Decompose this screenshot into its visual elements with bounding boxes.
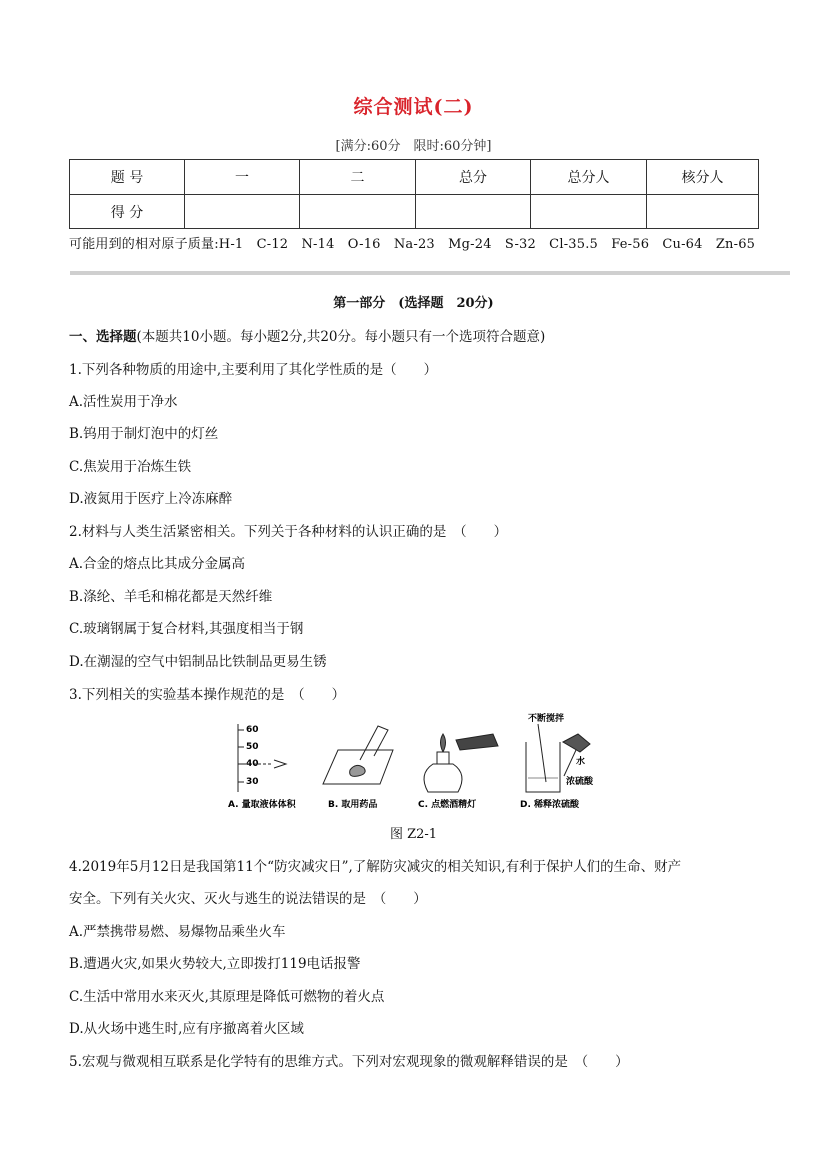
question-stem: 2.材料与人类生活紧密相关。下列关于各种材料的认识正确的是 （ ）: [69, 524, 508, 540]
scale-tick: 30: [246, 777, 259, 787]
figure-label-b: B. 取用药品: [328, 800, 378, 810]
alcohol-lamp-icon: [424, 734, 498, 792]
figure-label-a: A. 量取液体体积: [228, 800, 296, 810]
option: C.生活中常用水来灭火,其原理是降低可燃物的着火点: [69, 989, 385, 1005]
atomic-masses: 可能用到的相对原子质量:H-1 C-12 N-14 O-16 Na-23 Mg-24 S-32 Cl-35.5 Fe-56 Cu-64 Zn-65: [69, 237, 756, 252]
experiment-figure: [228, 712, 608, 812]
figure-label-c: C. 点燃酒精灯: [418, 800, 477, 810]
option: D.在潮湿的空气中铝制品比铁制品更易生锈: [69, 654, 327, 670]
table-cell: 一: [185, 160, 300, 195]
exam-info: [满分:60分 限时:60分钟]: [335, 139, 492, 154]
annotation-acid: 浓硫酸: [566, 777, 594, 787]
score-table-score-row: [70, 195, 759, 229]
question-stem-cont: 安全。下列有关火灾、灭火与逃生的说法错误的是 （ ）: [69, 891, 427, 907]
section-heading: [69, 325, 545, 345]
scale-tick: 60: [246, 725, 259, 735]
option: C.玻璃钢属于复合材料,其强度相当于钢: [69, 621, 304, 637]
question-stem: 1.下列各种物质的用途中,主要利用了其化学性质的是（ ）: [69, 362, 438, 378]
option: B.涤纶、羊毛和棉花都是天然纤维: [69, 589, 273, 605]
score-table: [69, 159, 759, 229]
page-title: 综合测试(二): [353, 96, 474, 118]
option: A.合金的熔点比其成分金属高: [69, 556, 246, 572]
score-input-cell[interactable]: [531, 195, 647, 229]
table-cell: 总分人: [531, 160, 647, 195]
table-cell: 得 分: [70, 195, 185, 229]
figure-label-d: D. 稀释浓硫酸: [520, 800, 580, 810]
table-cell: 总分: [416, 160, 531, 195]
scale-tick: 50: [246, 742, 259, 752]
score-input-cell[interactable]: [647, 195, 759, 229]
section-desc: (本题共10小题。每小题2分,共20分。每小题只有一个选项符合题意): [136, 329, 546, 345]
annotation-stir: 不断搅拌: [528, 714, 565, 724]
question-stem: 5.宏观与微观相互联系是化学特有的思维方式。下列对宏观现象的微观解释错误的是 （ ）: [69, 1054, 629, 1070]
question-stem: 4.2019年5月12日是我国第11个“防灾减灾日”,了解防灾减灾的相关知识,有利于保护人们的生命、财产: [69, 859, 682, 875]
option: C.焦炭用于冶炼生铁: [69, 459, 192, 475]
figure-caption: 图 Z2-1: [389, 827, 438, 842]
annotation-water: 水: [576, 757, 586, 767]
part-title: 第一部分 (选择题 20分): [333, 296, 494, 311]
powder-on-paper-icon: [323, 726, 393, 784]
option: D.液氮用于医疗上冷冻麻醉: [69, 491, 233, 507]
section-label: 一、选择题: [69, 329, 137, 345]
table-cell: 核分人: [647, 160, 759, 195]
question-stem: 3.下列相关的实验基本操作规范的是 （ ）: [69, 687, 346, 703]
score-input-cell[interactable]: [300, 195, 416, 229]
option: D.从火场中逃生时,应有序撤离着火区域: [69, 1021, 304, 1037]
option: B.钨用于制灯泡中的灯丝: [69, 426, 219, 442]
option: B.遭遇火灾,如果火势较大,立即拨打119电话报警: [69, 956, 361, 972]
table-cell: 二: [300, 160, 416, 195]
score-input-cell[interactable]: [185, 195, 300, 229]
score-input-cell[interactable]: [416, 195, 531, 229]
score-table-header-row: [70, 160, 759, 195]
experiment-illustration: [228, 712, 608, 812]
scale-tick: 40: [246, 759, 259, 769]
table-cell: 题 号: [70, 160, 185, 195]
divider: [70, 271, 790, 275]
option: A.严禁携带易燃、易爆物品乘坐火车: [69, 924, 286, 940]
option: A.活性炭用于净水: [69, 394, 178, 410]
